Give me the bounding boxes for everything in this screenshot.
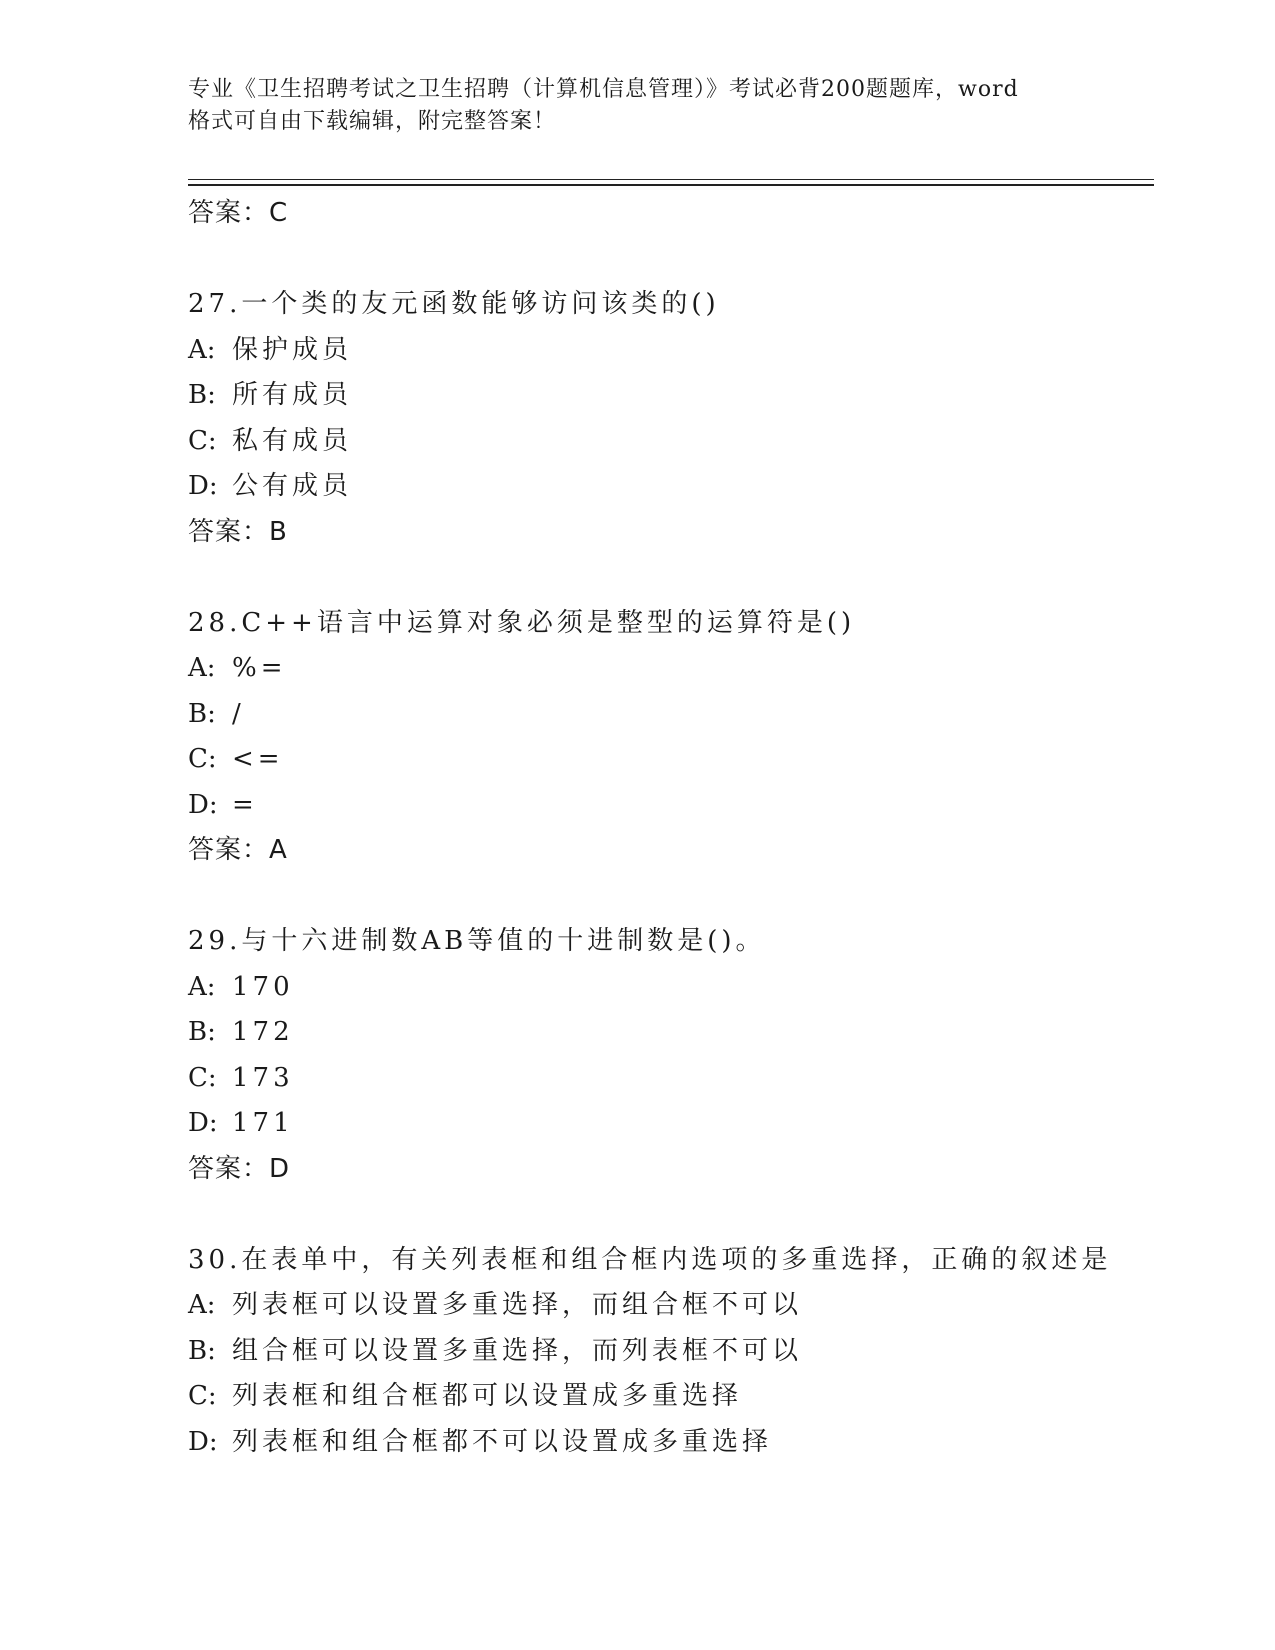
option-label: D: <box>188 1426 218 1457</box>
option-d <box>188 783 1148 829</box>
header-line-2: 格式可自由下载编辑，附完整答案！ <box>188 109 557 134</box>
option-label: A: <box>188 1290 216 1320</box>
option-text: 列表框和组合框都不可以设置成多重选择 <box>232 1426 773 1457</box>
header-divider-thin <box>188 179 1154 180</box>
question-stem: 29.与十六进制数AB等值的十进制数是()。 <box>188 926 766 956</box>
option-label: D: <box>188 471 218 501</box>
option-text: 私有成员 <box>232 425 353 456</box>
option-text: 172 <box>232 1017 294 1047</box>
option-a <box>188 646 1148 692</box>
answer-line: 答案：A <box>188 835 288 865</box>
answer-line: 答案：C <box>188 198 289 228</box>
option-d <box>188 1101 1148 1147</box>
option-text: 列表框和组合框都可以设置成多重选择 <box>232 1381 743 1411</box>
option-label: D: <box>188 1108 218 1138</box>
option-text: 列表框可以设置多重选择，而组合框不可以 <box>232 1290 803 1320</box>
document-header <box>188 74 1088 138</box>
option-label: C: <box>188 1381 217 1411</box>
option-b <box>188 1010 1148 1056</box>
option-c <box>188 419 1148 465</box>
option-label: A: <box>188 971 216 1002</box>
option-text: 所有成员 <box>232 380 353 410</box>
option-b <box>188 1329 1148 1375</box>
question-stem: 27.一个类的友元函数能够访问该类的() <box>188 289 720 319</box>
option-c <box>188 737 1148 783</box>
option-text: 保护成员 <box>232 334 353 365</box>
option-text: 171 <box>232 1108 294 1138</box>
option-text: 170 <box>232 971 294 1002</box>
option-a <box>188 965 1148 1011</box>
option-text: 173 <box>232 1062 294 1093</box>
question-30 <box>188 1238 1148 1466</box>
option-label: A: <box>188 334 216 365</box>
option-a <box>188 328 1148 374</box>
option-text: = <box>232 789 258 820</box>
option-label: C: <box>188 425 217 456</box>
option-label: C: <box>188 1062 217 1093</box>
option-label: B: <box>188 380 216 410</box>
answer-line: 答案：D <box>188 1153 291 1184</box>
question-list <box>188 191 1148 1465</box>
option-text: 组合框可以设置多重选择，而列表框不可以 <box>232 1335 803 1366</box>
answer-line: 答案：B <box>188 516 288 547</box>
option-text: %= <box>232 653 287 683</box>
option-label: A: <box>188 653 216 683</box>
option-b <box>188 373 1148 419</box>
option-c <box>188 1056 1148 1102</box>
option-label: B: <box>188 1335 216 1366</box>
header-divider-thick <box>188 184 1154 186</box>
option-d <box>188 1420 1148 1466</box>
question-stem: 28.C++语言中运算对象必须是整型的运算符是() <box>188 607 856 638</box>
option-a <box>188 1283 1148 1329</box>
question-stem: 30.在表单中，有关列表框和组合框内选项的多重选择，正确的叙述是 <box>188 1244 1112 1275</box>
option-label: B: <box>188 698 216 729</box>
option-b <box>188 692 1148 738</box>
option-text: 公有成员 <box>232 471 353 501</box>
option-text: <= <box>232 744 284 774</box>
option-label: C: <box>188 744 217 774</box>
question-27 <box>188 282 1148 554</box>
header-line-1: 专业《卫生招聘考试之卫生招聘（计算机信息管理）》考试必背200题题库，word <box>188 77 1019 102</box>
option-label: B: <box>188 1017 216 1047</box>
option-text: / <box>232 698 245 729</box>
question-29 <box>188 919 1148 1191</box>
option-c <box>188 1374 1148 1420</box>
option-label: D: <box>188 789 218 820</box>
option-d <box>188 464 1148 510</box>
question-28 <box>188 601 1148 873</box>
